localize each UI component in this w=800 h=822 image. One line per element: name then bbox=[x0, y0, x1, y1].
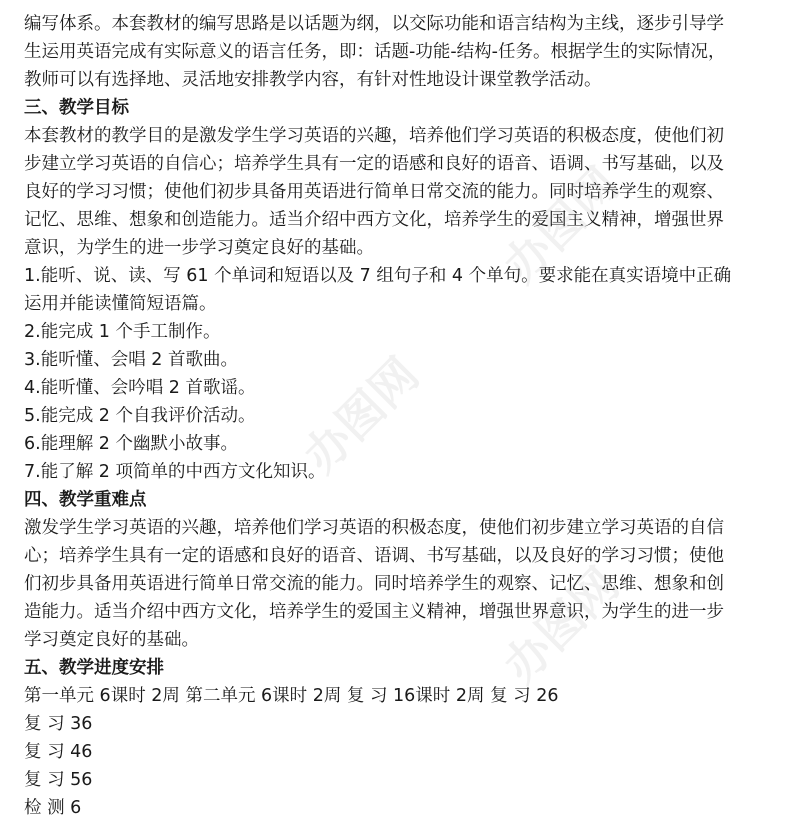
list-item: 5.能完成 2 个自我评价活动。 bbox=[24, 406, 256, 426]
section-heading-objectives: 三、教学目标 bbox=[24, 98, 129, 118]
paragraph-line: 教师可以有选择地、灵活地安排教学内容，有针对性地设计课堂教学活动。 bbox=[24, 70, 602, 90]
list-item: 2.能完成 1 个手工制作。 bbox=[24, 322, 221, 342]
list-item: 1.能听、说、读、写 61 个单词和短语以及 7 组句子和 4 个单句。要求能在真实语境中正确 bbox=[24, 266, 732, 286]
paragraph-line: 心；培养学生具有一定的语感和良好的语音、语调、书写基础，以及良好的学习习惯；使他 bbox=[24, 546, 724, 566]
schedule-line: 第一单元 6课时 2周 第二单元 6课时 2周 复 习 16课时 2周 复 习 26 bbox=[24, 686, 559, 706]
list-item: 3.能听懂、会唱 2 首歌曲。 bbox=[24, 350, 238, 370]
paragraph-line: 生运用英语完成有实际意义的语言任务，即：话题-功能-结构-任务。根据学生的实际情况， bbox=[24, 42, 726, 62]
watermark: 办图网 bbox=[493, 157, 630, 294]
list-item: 运用并能读懂简短语篇。 bbox=[24, 294, 217, 314]
list-item: 4.能听懂、会吟唱 2 首歌谣。 bbox=[24, 378, 256, 398]
watermark: 办图网 bbox=[293, 347, 430, 484]
paragraph-line: 本套教材的教学目的是激发学生学习英语的兴趣，培养他们学习英语的积极态度，使他们初 bbox=[24, 126, 724, 146]
paragraph-line: 意识，为学生的进一步学习奠定良好的基础。 bbox=[24, 238, 374, 258]
paragraph-line: 学习奠定良好的基础。 bbox=[24, 630, 199, 650]
list-item: 7.能了解 2 项简单的中西方文化知识。 bbox=[24, 462, 326, 482]
section-heading-key-points: 四、教学重难点 bbox=[24, 490, 147, 510]
paragraph-line: 造能力。适当介绍中西方文化，培养学生的爱国主义精神，增强世界意识，为学生的进一步 bbox=[24, 602, 724, 622]
section-heading-schedule: 五、教学进度安排 bbox=[24, 658, 164, 678]
schedule-line: 复 习 56 bbox=[24, 770, 93, 790]
schedule-line: 检 测 6 bbox=[24, 798, 82, 818]
paragraph-line: 们初步具备用英语进行简单日常交流的能力。同时培养学生的观察、记忆、思维、想象和创 bbox=[24, 574, 724, 594]
paragraph-line: 编写体系。本套教材的编写思路是以话题为纲，以交际功能和语言结构为主线，逐步引导学 bbox=[24, 14, 724, 34]
schedule-line: 复 习 46 bbox=[24, 742, 93, 762]
list-item: 6.能理解 2 个幽默小故事。 bbox=[24, 434, 238, 454]
watermark: 办图网 bbox=[493, 557, 630, 694]
schedule-line: 复 习 36 bbox=[24, 714, 93, 734]
paragraph-line: 激发学生学习英语的兴趣，培养他们学习英语的积极态度，使他们初步建立学习英语的自信 bbox=[24, 518, 724, 538]
paragraph-line: 步建立学习英语的自信心；培养学生具有一定的语感和良好的语音、语调、书写基础，以及 bbox=[24, 154, 724, 174]
paragraph-line: 记忆、思维、想象和创造能力。适当介绍中西方文化，培养学生的爱国主义精神，增强世界 bbox=[24, 210, 724, 230]
paragraph-line: 良好的学习习惯；使他们初步具备用英语进行简单日常交流的能力。同时培养学生的观察、 bbox=[24, 182, 724, 202]
